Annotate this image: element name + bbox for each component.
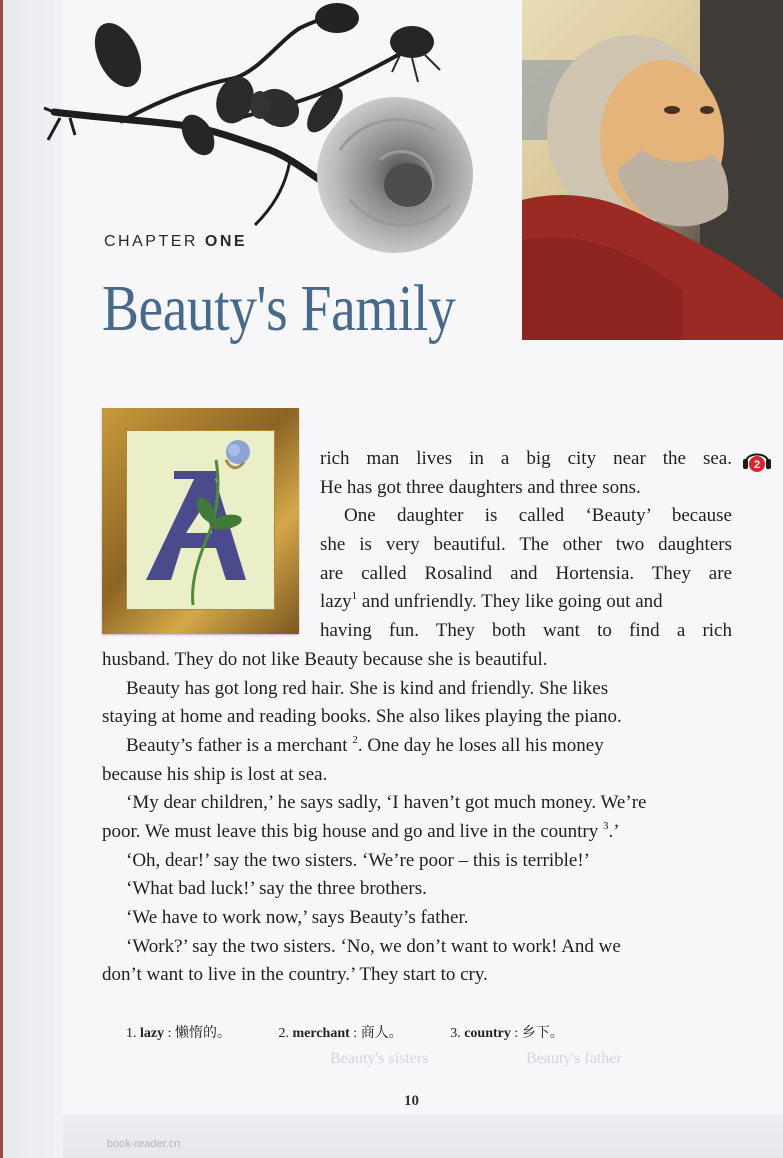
chapter-number: ONE [204,233,248,250]
bleed-through-text: Beauty's sisters [330,1050,429,1067]
text-line: having fun. They both want to find a rich [320,620,732,642]
text-line: He has got three daughters and three sons. [320,476,641,498]
text-line: staying at home and reading books. She also likes playing the piano. [102,706,622,728]
text-line: One daughter is called ‘Beauty’ because [344,505,732,527]
text-line [102,732,732,761]
audio-track-badge[interactable] [742,446,772,474]
footnote-2: 2. merchant : 商人。 [278,1026,403,1041]
footnotes [126,1022,608,1042]
svg-text:2: 2 [753,459,761,471]
text-line: don’t want to live in the country.’ They start to cry. [102,964,488,986]
text-line: ‘We have to work now,’ says Beauty’s father. [126,907,469,928]
footnote-ref-1[interactable]: 1 [351,590,358,603]
text-line: ‘Work?’ say the two sisters. ‘No, we don’t want to work! And we [126,935,621,957]
headphones-icon [742,446,772,474]
chapter-title: Beauty's Family [102,272,456,345]
text-line: are called Rosalind and Hortensia. They are [320,562,732,584]
text-fragment: . One day he loses all his money [357,734,604,756]
footnote-ref-2[interactable]: 2 [352,733,358,746]
text-line [102,588,732,617]
chapter-label [104,233,247,251]
text-fragment: and unfriendly. They like going out and [361,591,663,613]
footnote-ref-3[interactable]: 3 [603,819,609,832]
story-text [102,445,732,990]
page-number: 10 [404,1093,419,1109]
merchant-portrait [522,0,783,340]
footnote-3: 3. country : 乡下。 [450,1026,564,1041]
text-line: ‘Oh, dear!’ say the two sisters. ‘We’re poor – this is terrible!’ [126,849,590,871]
text-line: she is very beautiful. The other two daughters [320,534,732,556]
bleed-through-text: Beauty's father [526,1050,622,1067]
text-fragment: poor. We must leave this big house and go and live in the country [102,820,599,842]
rose-branch-illustration [40,0,520,270]
text-line: husband. They do not like Beauty because she is beautiful. [102,648,548,670]
text-line: ‘My dear children,’ he says sadly, ‘I haven’t got much money. We’re [126,792,647,814]
page-bottom-band [63,1115,783,1158]
text-line: Beauty has got long red hair. She is kind and friendly. She likes [126,677,609,699]
text-fragment: Beauty’s father is a merchant [126,734,348,756]
text-line: ‘What bad luck!’ say the three brothers. [126,878,427,900]
footnote-1: 1. lazy : 懒惰的。 [126,1026,231,1041]
footnote-term-lazy: lazy [320,591,352,613]
text-line: rich man lives in a big city near the sea. [320,448,732,469]
text-line: because his ship is lost at sea. [102,763,328,785]
watermark: book-reader.cn [107,1138,181,1150]
chapter-prefix: CHAPTER [104,233,198,250]
text-line [102,818,732,847]
text-fragment: .’ [608,820,620,842]
